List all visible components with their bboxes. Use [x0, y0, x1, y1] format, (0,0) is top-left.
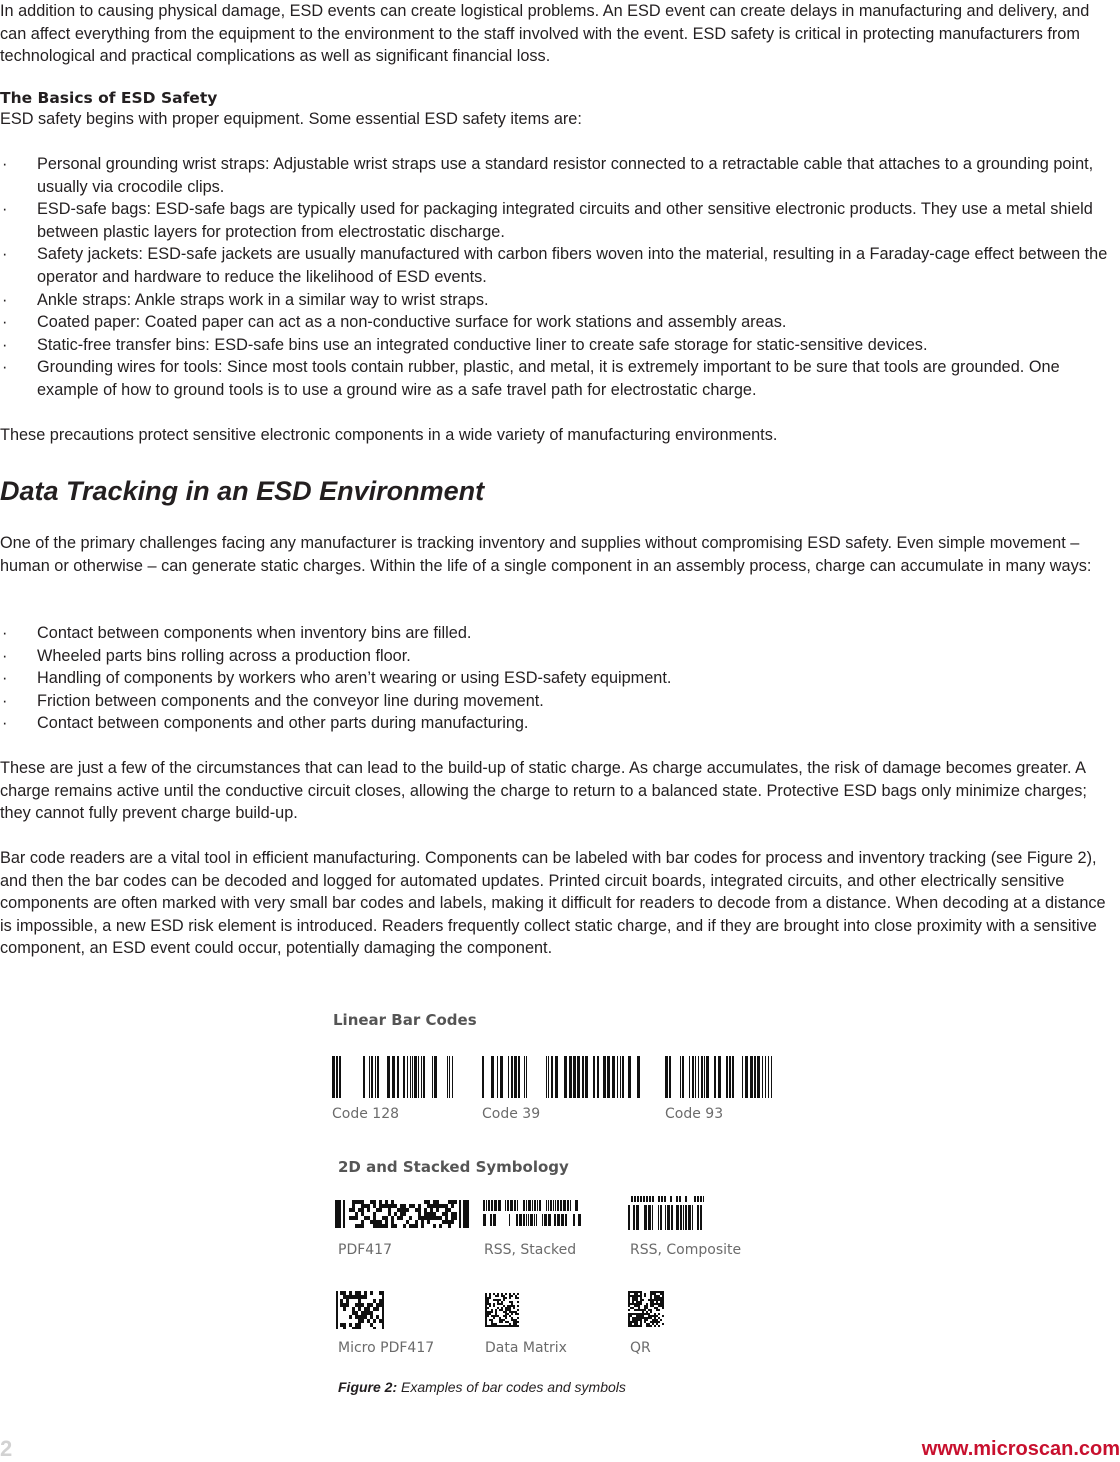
- list-item: · Handling of components by workers who aren’t wearing or using ESD-safety equipment.: [0, 667, 1116, 690]
- bullet-icon: ·: [2, 624, 8, 642]
- rss-composite-label: RSS, Composite: [630, 1242, 742, 1258]
- caption-text: Examples of bar codes and symbols: [397, 1379, 626, 1395]
- data-matrix-symbol-icon: [485, 1293, 519, 1327]
- qr-label: QR: [630, 1340, 651, 1356]
- list-item: · Coated paper: Coated paper can act as a non-conductive surface for work stations and assembly areas.: [0, 311, 1116, 334]
- bullet-icon: ·: [2, 691, 8, 710]
- figure-caption: [338, 1379, 626, 1395]
- bullet-icon: ·: [2, 646, 8, 665]
- rss-stacked-label: RSS, Stacked: [484, 1242, 577, 1258]
- list-item: · Wheeled parts bins rolling across a production floor.: [0, 645, 1116, 668]
- code93-barcode-icon: [665, 1056, 775, 1098]
- rss-composite-symbol-icon: [628, 1196, 704, 1230]
- basics-heading: The Basics of ESD Safety: [0, 89, 218, 107]
- code39-barcode-icon: [482, 1056, 642, 1098]
- tracking-paragraph-1: One of the primary challenges facing any manufacturer is tracking inventory and supplies without compromising ESD safety. Even simple movement – human or otherwise – can generate static charges. Within the life of a single component in an assembly process, charge can accumulate in many ways:: [0, 534, 1092, 575]
- qr-code-icon: [628, 1291, 664, 1327]
- list-item: · Personal grounding wrist straps: Adjustable wrist straps use a standard resistor connected to a retractable cable that attaches to a grounding point, usually via crocodile clips.: [2, 155, 1094, 196]
- tracking-paragraph-3: Bar code readers are a vital tool in efficient manufacturing. Components can be labeled with bar codes for process and inventory tracking (see Figure 2), and then the bar codes can be decoded and logged for automated updates. Printed circuit boards, integrated circuits, and other electrically sensitive components are often marked with very small bar codes and labels, making it difficult for readers to decode from a distance. When decoding at a distance is impossible, a new ESD risk element is introduced. Readers frequently collect static charge, and if they are brought into close proximity with a sensitive component, an ESD event could occur, potentially damaging the component.: [0, 849, 1106, 958]
- pdf417-label: PDF417: [338, 1242, 392, 1258]
- list-item: · ESD-safe bags: ESD-safe bags are typically used for packaging integrated circuits and other sensitive electronic products. They use a metal shield between plastic layers for protection from electrostatic discharge.: [2, 200, 1093, 241]
- list-item: · Contact between components and other parts during manufacturing.: [0, 712, 1116, 735]
- rss-stacked-symbol-icon: [483, 1200, 581, 1226]
- bullet-icon: ·: [2, 669, 8, 688]
- pdf417-symbol-icon: [335, 1200, 469, 1228]
- linear-title: Linear Bar Codes: [333, 1011, 477, 1029]
- list-item: · Ankle straps: Ankle straps work in a similar way to wrist straps.: [0, 289, 1116, 312]
- tracking-paragraph-2: These are just a few of the circumstances that can lead to the build-up of static charge. As charge accumulates, the risk of damage becomes greater. A charge remains active until the conductive circuit closes, allowing the charge to return to a balanced state. Protective ESD bags only minimize charges; they cannot fully prevent charge build-up.: [0, 759, 1087, 823]
- micro-pdf417-label: Micro PDF417: [338, 1340, 435, 1356]
- bullet-icon: ·: [2, 155, 8, 173]
- bullet-icon: ·: [2, 290, 8, 309]
- barcode-figure: [330, 1008, 790, 1358]
- tracking-list: [0, 622, 1116, 735]
- basics-list: [0, 153, 1116, 402]
- intro-paragraph: In addition to causing physical damage, ESD events can create logistical problems. An ESD event can create delays in manufacturing and delivery, and can affect everything from the equipment to the environment to the staff involved with the event. ESD safety is critical in protecting manufacturers from technological and practical complications as well as significant financial loss.: [0, 2, 1090, 66]
- list-item: · Static-free transfer bins: ESD-safe bins use an integrated conductive liner to create safe storage for static-sensitive devices.: [0, 334, 1116, 357]
- basics-lead: ESD safety begins with proper equipment. Some essential ESD safety items are:: [0, 110, 582, 128]
- page-number: 2: [0, 1436, 13, 1461]
- caption-label: Figure 2:: [338, 1379, 398, 1395]
- code128-barcode-icon: [332, 1056, 454, 1098]
- list-item: · Safety jackets: ESD-safe jackets are usually manufactured with carbon fibers woven into the material, resulting in a Faraday-cage effect between the operator and hardware to reduce the likelihood of ESD events.: [2, 245, 1108, 286]
- data-matrix-label: Data Matrix: [485, 1340, 567, 1356]
- bullet-icon: ·: [2, 714, 8, 733]
- bullet-icon: ·: [2, 358, 8, 377]
- section-heading: Data Tracking in an ESD Environment: [0, 476, 485, 506]
- micro-pdf417-symbol-icon: [336, 1291, 384, 1329]
- basics-closing: These precautions protect sensitive electronic components in a wide variety of manufacturing environments.: [0, 426, 778, 444]
- list-item: · Friction between components and the conveyor line during movement.: [0, 690, 1116, 713]
- bullet-icon: ·: [2, 335, 8, 354]
- code39-label: Code 39: [482, 1106, 541, 1122]
- bullet-icon: ·: [2, 313, 8, 332]
- code93-label: Code 93: [665, 1106, 724, 1122]
- code128-label: Code 128: [332, 1106, 400, 1122]
- list-item: · Contact between components when inventory bins are filled.: [0, 622, 1116, 645]
- website-link[interactable]: www.microscan.com: [921, 1438, 1120, 1460]
- bullet-icon: ·: [2, 200, 8, 219]
- bullet-icon: ·: [2, 245, 8, 264]
- list-item: · Grounding wires for tools: Since most tools contain rubber, plastic, and metal, it is extremely important to be sure that tools are grounded. One example of how to ground tools is to use a ground wire as a safe travel path for electrostatic charge.: [2, 358, 1060, 399]
- stacked-title: 2D and Stacked Symbology: [338, 1158, 569, 1176]
